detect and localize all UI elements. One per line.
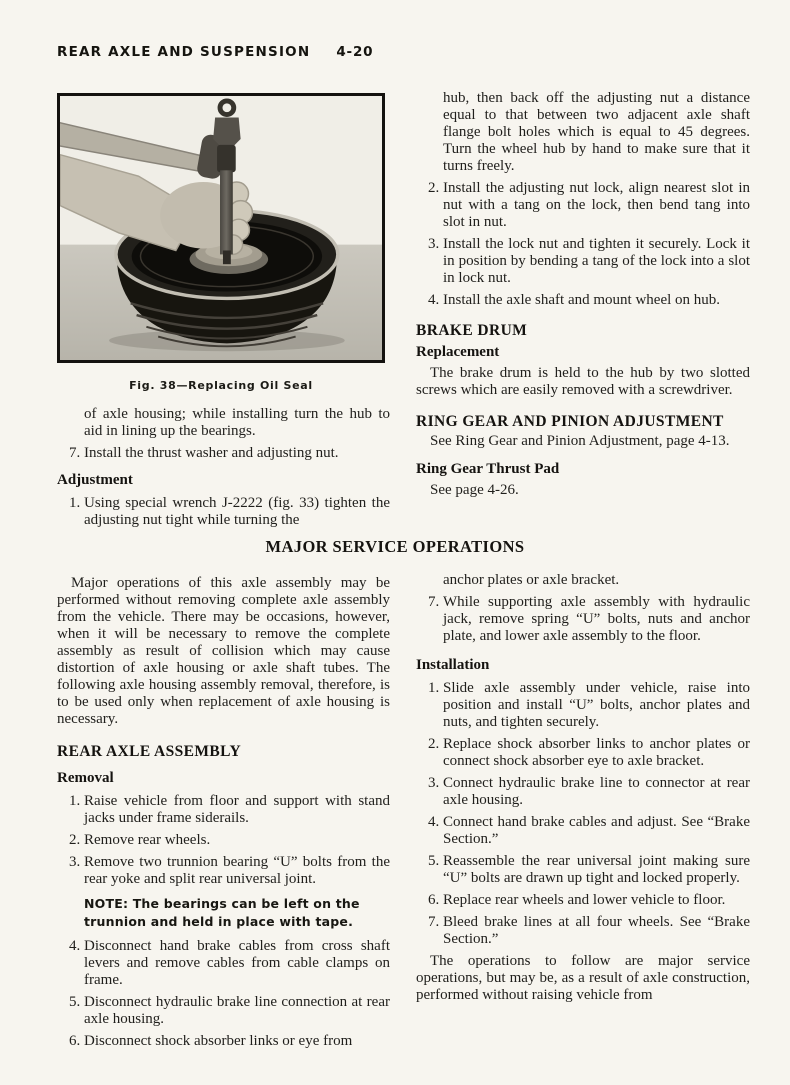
right-column-top bbox=[416, 90, 750, 499]
list-item bbox=[416, 180, 750, 231]
list-item-number: 4. bbox=[428, 292, 440, 308]
closing-paragraph: The operations to follow are major service operations, but may be, as a result of axle construction, performed without raising vehicle from bbox=[416, 953, 750, 1003]
list-item-number: 2. bbox=[69, 832, 81, 848]
list-item-number: 1. bbox=[428, 680, 440, 696]
list-item bbox=[416, 892, 750, 909]
figure-caption: Fig. 38—Replacing Oil Seal bbox=[129, 379, 313, 392]
list-item bbox=[57, 938, 390, 989]
list-item-number: 4. bbox=[428, 814, 440, 830]
list-item-number: 7. bbox=[69, 445, 81, 461]
replacement-paragraph: The brake drum is held to the hub by two slotted screws which are easily removed with a screwdriver. bbox=[416, 365, 750, 398]
note-text: NOTE: The bearings can be left on the trunnion and held in place with tape. bbox=[84, 896, 360, 929]
adjustment-heading: Adjustment bbox=[57, 472, 133, 488]
left-column-top bbox=[57, 406, 390, 529]
removal-heading: Removal bbox=[57, 770, 114, 786]
header-title: REAR AXLE AND SUSPENSION bbox=[57, 44, 311, 60]
list-item-number: 3. bbox=[69, 854, 81, 870]
list-item-text: Remove two trunnion bearing “U” bolts from the rear yoke and split rear universal joint. bbox=[84, 854, 390, 887]
list-item bbox=[416, 914, 750, 948]
left-column-lower bbox=[57, 575, 390, 1050]
rear-axle-assembly-heading: REAR AXLE ASSEMBLY bbox=[57, 743, 242, 760]
list-item bbox=[416, 814, 750, 848]
list-item-number: 2. bbox=[428, 736, 440, 752]
list-item-text: Install the thrust washer and adjusting nut. bbox=[84, 445, 339, 461]
list-item-number: 4. bbox=[69, 938, 81, 954]
list-item bbox=[416, 853, 750, 887]
ring-gear-heading: RING GEAR AND PINION ADJUSTMENT bbox=[416, 413, 724, 430]
list-item bbox=[57, 445, 390, 462]
list-item-number: 1. bbox=[69, 793, 81, 809]
drift-tool-collar bbox=[217, 145, 236, 172]
list-item-number: 6. bbox=[428, 892, 440, 908]
list-item-number: 3. bbox=[428, 236, 440, 252]
list-item-number: 7. bbox=[428, 594, 440, 610]
list-item-text: Remove rear wheels. bbox=[84, 832, 211, 848]
list-item bbox=[57, 793, 390, 827]
list-item-number: 5. bbox=[69, 994, 81, 1010]
right-column-lower bbox=[416, 572, 750, 1004]
paragraph-continuation: anchor plates or axle bracket. bbox=[443, 572, 620, 588]
drift-punch bbox=[220, 170, 233, 254]
list-item-text: Install the adjusting nut lock, align nearest slot in nut with a tang on the lock, then bend tang into slot in nut. bbox=[443, 180, 750, 230]
brake-drum-heading: BRAKE DRUM bbox=[416, 322, 528, 339]
major-intro-paragraph: Major operations of this axle assembly may be performed without removing complete axle assembly from the vehicle. There may be occasions, however, when it will be necessary to remove the complete assembly as result of collision which may cause distortion of axle housing or axle shaft tubes. The following axle housing assembly removal, therefore, is to be used only when replacement of axle housing is necessary. bbox=[57, 575, 390, 727]
figure-photo-oil-seal bbox=[57, 93, 385, 363]
list-item-text: Disconnect hand brake cables from cross shaft levers and remove cables from cable clamps on frame. bbox=[84, 938, 390, 988]
list-item bbox=[57, 495, 390, 529]
list-item-text: Using special wrench J-2222 (fig. 33) tighten the adjusting nut tight while turning the bbox=[84, 495, 390, 528]
replacement-heading: Replacement bbox=[416, 344, 500, 360]
list-item-number: 6. bbox=[69, 1033, 81, 1049]
thrust-pad-reference: See page 4-26. bbox=[430, 482, 519, 498]
list-item-text: While supporting axle assembly with hydraulic jack, remove spring “U” bolts, nuts and anchor plate, and lower axle assembly to the floor. bbox=[443, 594, 750, 644]
list-item-text: Raise vehicle from floor and support with stand jacks under frame siderails. bbox=[84, 793, 390, 826]
list-item bbox=[57, 994, 390, 1028]
drift-punch-tip bbox=[223, 250, 231, 264]
list-item bbox=[416, 680, 750, 731]
list-item-number: 1. bbox=[69, 495, 81, 511]
list-item bbox=[57, 832, 390, 849]
oil-seal-photo-illustration bbox=[60, 96, 382, 360]
list-item-text: Replace shock absorber links to anchor plates or connect shock absorber eye to axle bracket. bbox=[443, 736, 750, 769]
list-item bbox=[416, 292, 750, 309]
list-item-text: Disconnect hydraulic brake line connection at rear axle housing. bbox=[84, 994, 390, 1027]
list-item-text: Connect hand brake cables and adjust. See “Brake Section.” bbox=[443, 814, 750, 847]
list-item bbox=[57, 854, 390, 888]
list-item-number: 2. bbox=[428, 180, 440, 196]
list-item-text: Slide axle assembly under vehicle, raise into position and install “U” bolts, anchor plates and nuts, and tighten securely. bbox=[443, 680, 750, 730]
list-item-text: Connect hydraulic brake line to connector at rear axle housing. bbox=[443, 775, 750, 808]
ring-gear-reference: See Ring Gear and Pinion Adjustment, page 4-13. bbox=[430, 433, 730, 449]
list-item-number: 5. bbox=[428, 853, 440, 869]
list-item-text: Disconnect shock absorber links or eye from bbox=[84, 1033, 353, 1049]
drift-tool-head bbox=[213, 118, 240, 147]
list-item bbox=[416, 775, 750, 809]
list-item bbox=[416, 236, 750, 287]
list-item-number: 3. bbox=[428, 775, 440, 791]
major-service-operations-heading: MAJOR SERVICE OPERATIONS bbox=[265, 537, 525, 556]
thrust-pad-heading: Ring Gear Thrust Pad bbox=[416, 461, 560, 477]
list-item-number: 7. bbox=[428, 914, 440, 930]
list-item-text: Install the lock nut and tighten it securely. Lock it in position by bending a tang of the lock into a slot in lock nut. bbox=[443, 236, 750, 286]
list-item bbox=[416, 736, 750, 770]
list-item-text: Bleed brake lines at all four wheels. See “Brake Section.” bbox=[443, 914, 750, 947]
header-page-number: 4-20 bbox=[336, 44, 374, 60]
page-header bbox=[57, 44, 373, 61]
list-item-text: Replace rear wheels and lower vehicle to floor. bbox=[443, 892, 726, 908]
installation-heading: Installation bbox=[416, 657, 490, 673]
list-item bbox=[416, 594, 750, 645]
list-item bbox=[57, 1033, 390, 1050]
list-item-text: Reassemble the rear universal joint making sure “U” bolts are drawn up tight and locked properly. bbox=[443, 853, 750, 886]
paragraph-continuation: of axle housing; while installing turn the hub to aid in lining up the bearings. bbox=[84, 406, 390, 439]
list-item-text: Install the axle shaft and mount wheel on hub. bbox=[443, 292, 721, 308]
paragraph-continuation: hub, then back off the adjusting nut a distance equal to that between two adjacent axle shaft flange bolt holes which is equal to 45 degrees. Turn the wheel hub by hand to make sure that it turns freely. bbox=[443, 90, 750, 174]
